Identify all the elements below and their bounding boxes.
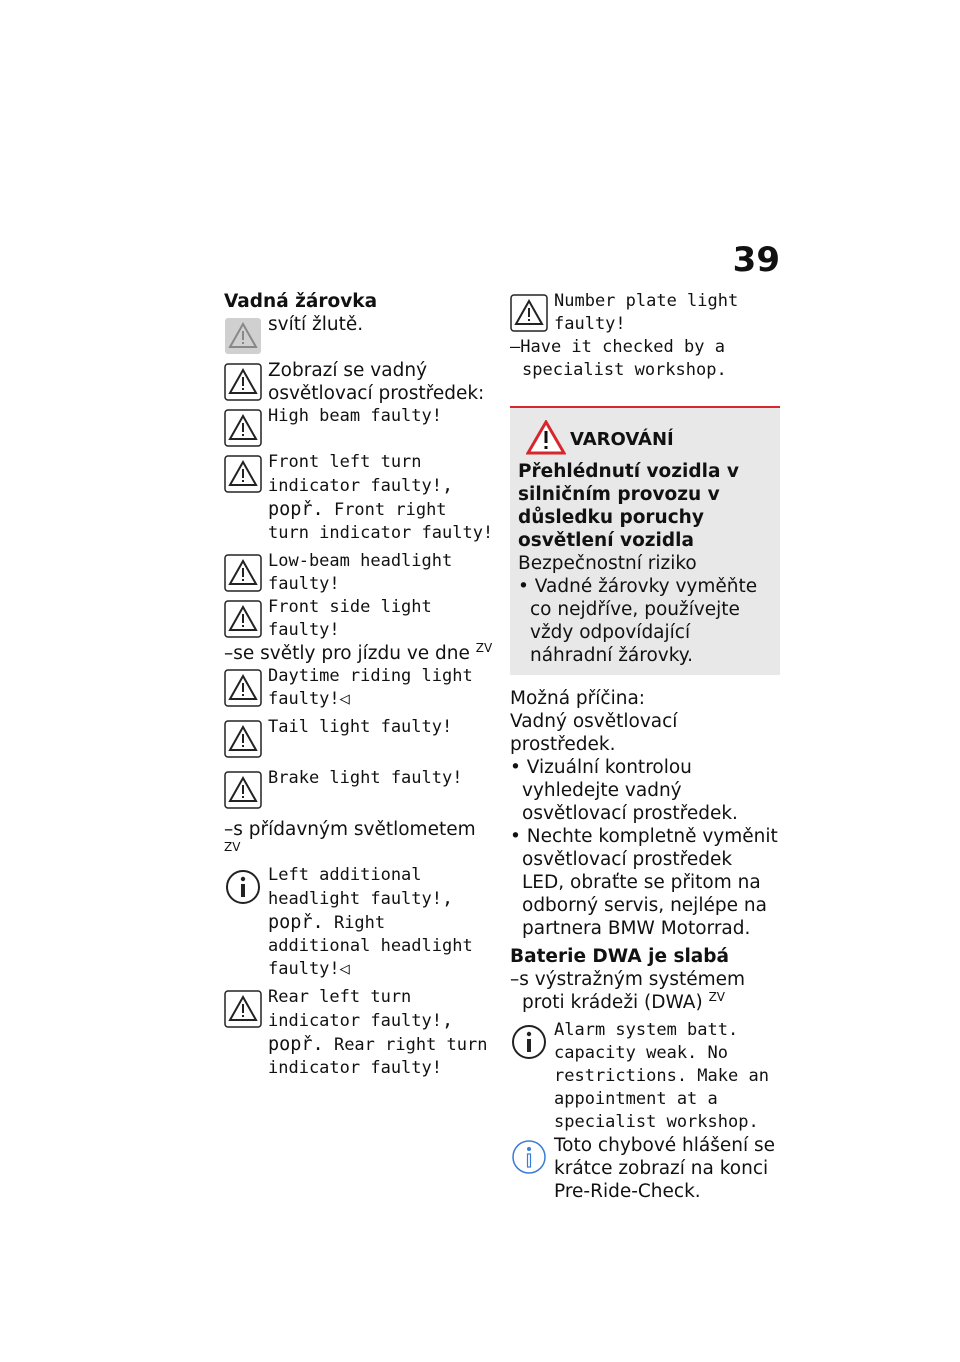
general-warning-icon <box>510 294 548 332</box>
message-front-turn <box>268 451 494 545</box>
optional-equipment-mark: ZV <box>708 989 725 1004</box>
info-note-row <box>510 1134 780 1203</box>
general-warning-icon <box>224 720 262 758</box>
message-high-beam: High beam faulty! <box>268 406 442 426</box>
message-aux <box>268 864 494 981</box>
info-icon <box>510 1023 548 1061</box>
info-outline-icon <box>510 1138 548 1176</box>
message-rear-right-turn: Rear right turn indicator faulty! <box>268 1035 488 1078</box>
message-drl-text: Daytime riding light faulty! <box>268 666 473 709</box>
msg-row-plate <box>510 290 780 336</box>
general-warning-icon <box>224 990 262 1028</box>
or-connector: , popř. <box>268 888 454 933</box>
msg-row-alarm <box>510 1019 780 1134</box>
faulty-light-description: Zobrazí se vadný osvětlovací prostředek: <box>268 360 485 404</box>
cause-text: Vadný osvětlovací prostředek. <box>510 711 678 755</box>
back-mark-icon: ◁ <box>339 959 350 979</box>
plate-action: –Have it checked by a specialist workshop. <box>510 337 727 380</box>
message-tail: Tail light faulty! <box>268 717 453 737</box>
msg-row-aux <box>224 864 494 981</box>
left-column <box>224 290 494 1080</box>
general-warning-icon <box>224 409 262 447</box>
message-front-left-turn: Front left turn indicator faulty! <box>268 452 442 496</box>
warning-risk: Bezpečnostní riziko <box>518 553 697 574</box>
message-aux-left: Left additional headlight faulty! <box>268 865 442 909</box>
general-warning-icon <box>224 600 262 638</box>
general-warning-yellow-icon <box>224 317 262 355</box>
msg-row-high-beam <box>224 405 494 451</box>
message-aux-right: Right additional headlight faulty! <box>268 913 473 979</box>
general-warning-icon <box>224 455 262 493</box>
general-warning-icon <box>224 669 262 707</box>
aux-condition-text: –s přídavným světlometem <box>224 819 476 840</box>
warning-box <box>510 406 780 675</box>
message-alarm: Alarm system batt. capacity weak. No restrictions. Make an appointment at a specialist workshop. <box>554 1020 769 1132</box>
page-number: 39 <box>732 240 780 280</box>
action-item: • Vizuální kontrolou vyhledejte vadný osvětlovací prostředek. <box>510 757 738 824</box>
warning-label: VAROVÁNÍ <box>570 429 674 450</box>
msg-row-rear-turn <box>224 986 494 1080</box>
msg-row-drl <box>224 665 494 711</box>
general-warning-icon <box>224 554 262 592</box>
right-column <box>510 290 780 1203</box>
warning-header <box>518 420 772 460</box>
message-brake: Brake light faulty! <box>268 768 463 788</box>
message-low-beam: Low-beam headlight faulty! <box>268 551 453 594</box>
general-warning-icon <box>224 363 262 401</box>
drl-condition <box>224 642 494 665</box>
optional-equipment-mark: ZV <box>475 640 493 655</box>
info-icon <box>224 868 262 906</box>
msg-row-front-turn <box>224 451 494 545</box>
optional-equipment-mark: ZV <box>224 839 241 854</box>
message-plate: Number plate light faulty! <box>554 291 739 334</box>
msg-row-brake <box>224 767 494 813</box>
back-mark-icon: ◁ <box>339 689 350 709</box>
message-front-side: Front side light faulty! <box>268 597 432 640</box>
message-front-right-turn: Front right turn indicator faulty! <box>268 500 494 543</box>
info-note: Toto chybové hlášení se krátce zobrazí na konci Pre-Ride-Check. <box>554 1135 776 1202</box>
aux-condition <box>224 818 494 864</box>
yellow-caption: svítí žlutě. <box>268 314 364 335</box>
msg-row-front-side <box>224 596 494 642</box>
action-item: • Nechte kompletně vyměnit osvětlovací prostředek LED, obraťte se přitom na odborný servis, nejlépe na partnera BMW Motorrad. <box>510 826 778 939</box>
cause-label: Možná příčina: <box>510 688 646 709</box>
message-rear-left-turn: Rear left turn indicator faulty! <box>268 987 442 1031</box>
general-warning-icon <box>224 771 262 809</box>
warning-triangle-icon <box>526 420 566 456</box>
warning-bullet: • Vadné žárovky vyměňte co nejdříve, používejte vždy odpovídající náhradní žárovky. <box>518 576 758 666</box>
yellow-indicator-row <box>224 313 494 359</box>
section-heading-bulb: Vadná žárovka <box>224 291 378 312</box>
or-connector: , popř. <box>268 475 454 520</box>
msg-row-tail <box>224 716 494 762</box>
or-connector: , popř. <box>268 1010 454 1055</box>
warning-title: Přehlédnutí vozidla v silničním provozu v důsledku poruchy osvětlení vozidla <box>518 461 739 551</box>
msg-row-low-beam <box>224 550 494 596</box>
dwa-condition-text: –s výstražným systémem proti krádeži (DWA) <box>510 969 746 1013</box>
section-heading-dwa: Baterie DWA je slabá <box>510 946 730 967</box>
desc-row <box>224 359 494 405</box>
drl-condition-text: –se světly pro jízdu ve dne <box>224 643 470 664</box>
message-rear-turn <box>268 986 494 1080</box>
message-drl <box>268 665 494 711</box>
dwa-condition <box>510 968 780 1014</box>
